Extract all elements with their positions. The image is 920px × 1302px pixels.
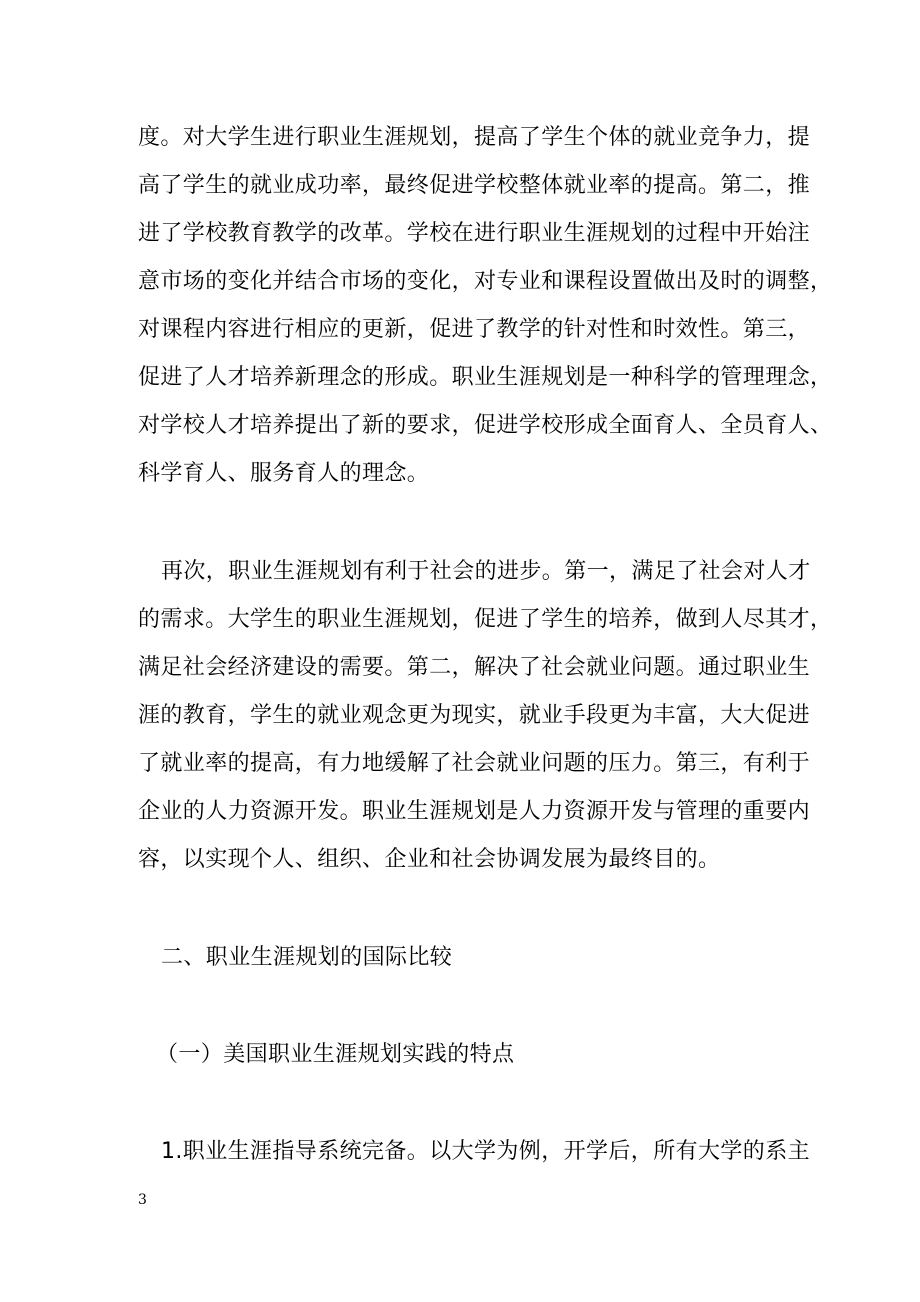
paragraph-1-line-4: 意市场的变化并结合市场的变化，对专业和课程设置做出及时的调整，: [138, 269, 833, 294]
paragraph-2-line-7: 容，以实现个人、组织、企业和社会协调发展为最终目的。: [138, 847, 721, 872]
section-heading: 二、职业生涯规划的国际比较: [161, 945, 453, 970]
paragraph-2-line-2: 的需求。大学生的职业生涯规划，促进了学生的培养，做到人尽其才，: [138, 607, 833, 632]
paragraph-1-line-5: 对课程内容进行相应的更新，促进了教学的针对性和时效性。第三，: [138, 317, 811, 342]
page-number: 3: [138, 1192, 147, 1208]
paragraph-3-line-1: 1.职业生涯指导系统完备。以大学为例，开学后，所有大学的系主: [161, 1139, 810, 1164]
paragraph-2-line-5: 了就业率的提高，有力地缓解了社会就业问题的压力。第三，有利于: [138, 751, 811, 776]
paragraph-1-line-3: 进了学校教育教学的改革。学校在进行职业生涯规划的过程中开始注: [138, 221, 811, 246]
paragraph-1-line-7: 对学校人才培养提出了新的要求，促进学校形成全面育人、全员育人、: [138, 413, 833, 438]
paragraph-2-line-4: 涯的教育，学生的就业观念更为现实，就业手段更为丰富，大大促进: [138, 703, 811, 728]
paragraph-2-line-1: 再次，职业生涯规划有利于社会的进步。第一，满足了社会对人才: [161, 559, 811, 584]
paragraph-2-line-3: 满足社会经济建设的需要。第二，解决了社会就业问题。通过职业生: [138, 655, 811, 680]
subsection-heading: （一）美国职业生涯规划实践的特点: [156, 1042, 515, 1067]
paragraph-1-line-2: 高了学生的就业成功率，最终促进学校整体就业率的提高。第二，推: [138, 173, 811, 198]
paragraph-1-line-6: 促进了人才培养新理念的形成。职业生涯规划是一种科学的管理理念，: [138, 365, 833, 390]
paragraph-1-line-1: 度。对大学生进行职业生涯规划，提高了学生个体的就业竞争力，提: [138, 125, 811, 150]
paragraph-2-line-6: 企业的人力资源开发。职业生涯规划是人力资源开发与管理的重要内: [138, 799, 811, 824]
paragraph-1-line-8: 科学育人、服务育人的理念。: [138, 461, 430, 486]
